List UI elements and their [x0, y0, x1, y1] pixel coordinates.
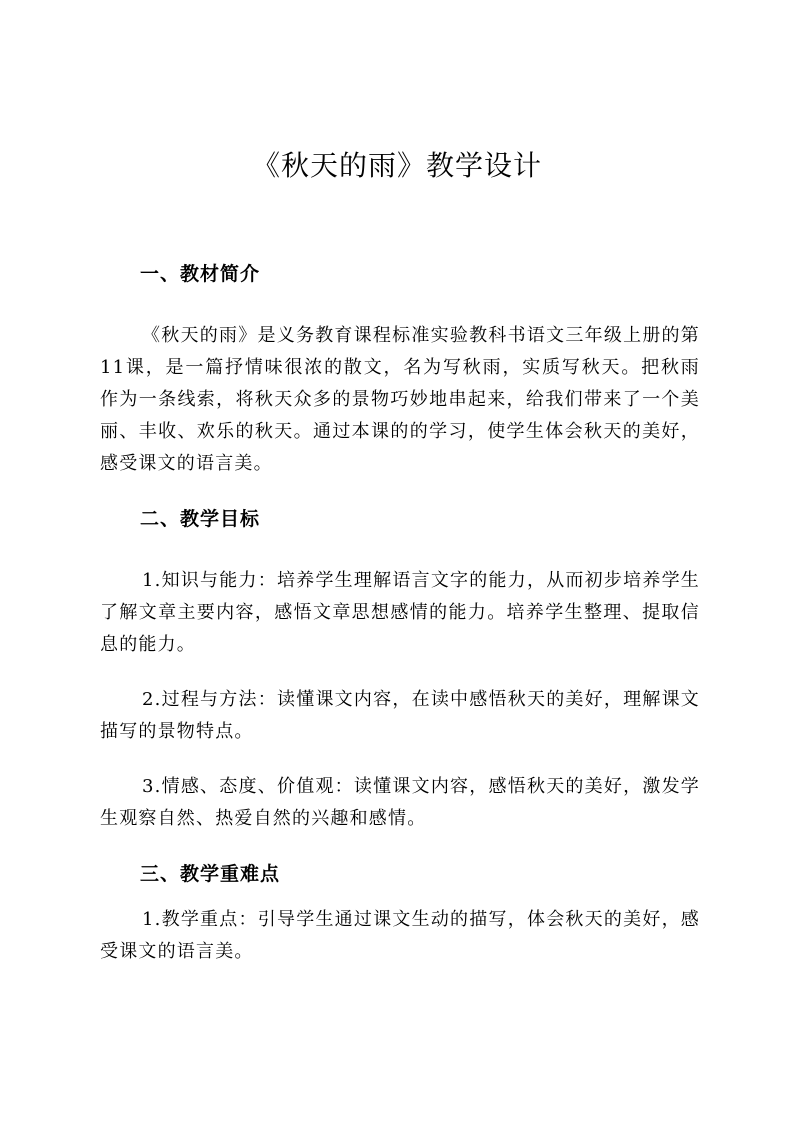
section-heading-materials: 一、教材简介: [140, 263, 261, 285]
paragraph-objective-process: 2.过程与方法：读懂课文内容，在读中感悟秋天的美好，理解课文描写的景物特点。: [100, 689, 700, 742]
paragraph-objective-knowledge: 1.知识与能力：培养学生理解语言文字的能力，从而初步培养学生了解文章主要内容，感悟文章思想感情的能力。培养学生整理、提取信息的能力。: [100, 570, 700, 655]
document-body: [100, 258, 700, 968]
section-heading-key-points: 三、教学重难点: [140, 863, 281, 885]
paragraph-key-point: 1.教学重点：引导学生通过课文生动的描写，体会秋天的美好，感受课文的语言美。: [100, 909, 700, 962]
paragraph-objective-emotion: 3.情感、态度、价值观：读懂课文内容，感悟秋天的美好，激发学生观察自然、热爱自然的兴趣和感情。: [100, 776, 700, 829]
section-heading-objectives: 二、教学目标: [140, 508, 261, 530]
page-title: 《秋天的雨》教学设计: [251, 149, 542, 182]
paragraph-materials-intro: 《秋天的雨》是义务教育课程标准实验教科书语文三年级上册的第11课，是一篇抒情味很浓的散文，名为写秋雨，实质写秋天。把秋雨作为一条线索，将秋天众多的景物巧妙地串起来，给我们带来了一个美丽、丰收、欢乐的秋天。通过本课的的学习，使学生体会秋天的美好，感受课文的语言美。: [100, 325, 700, 474]
